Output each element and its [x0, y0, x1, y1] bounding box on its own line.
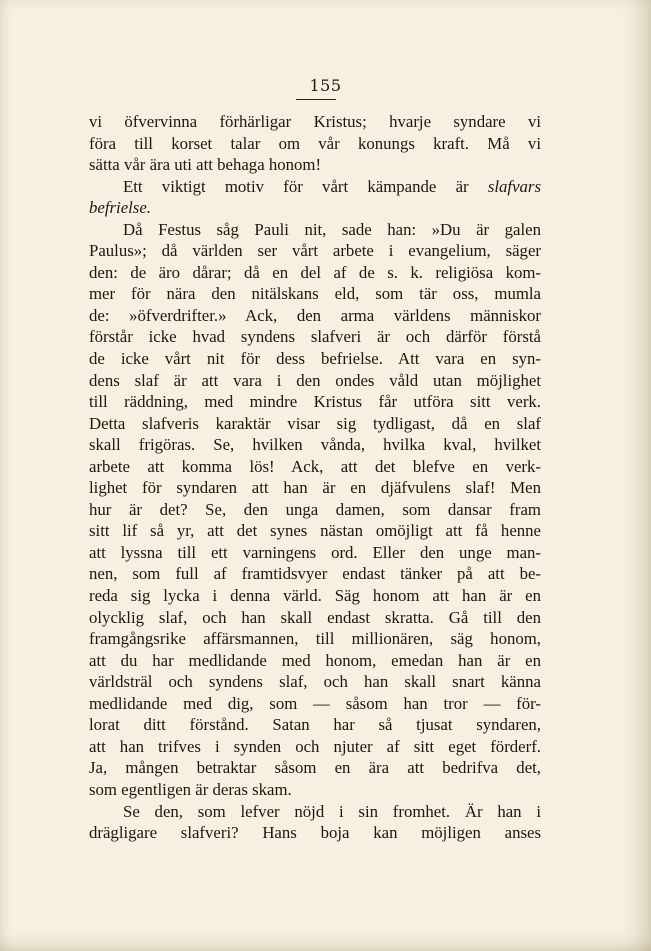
text-line-content: Se den, som lefver nöjd i sin fromhet. Är han i	[123, 801, 541, 821]
text-line-content: sätta vår ära uti att behaga honom!	[89, 155, 322, 175]
text-line-content: att lyssna till ett varningens ord. Eller den unge man-	[89, 542, 541, 562]
text-line-content: framgångsrike affärsmannen, till millionären, säg honom,	[89, 629, 541, 649]
text-line-content: de: »öfverdrifter.» Ack, den arma världens människor	[89, 305, 541, 325]
text-line-content: Ett viktigt motiv för vårt kämpande är	[123, 176, 488, 196]
text-line-content: hur är det? Se, den unga damen, som dansar fram	[89, 499, 541, 519]
text-line-content: Detta slafveris karaktär visar sig tydligast, då en slaf	[89, 413, 541, 433]
text-line-content: Paulus»; då världen ser vårt arbete i evangelium, säger	[89, 241, 541, 261]
text-line	[89, 176, 541, 198]
text-line-content: lighet för syndaren att han är en djäfvulens slaf! Men	[89, 478, 541, 498]
text-line	[89, 736, 541, 758]
text-line-content: olycklig slaf, och han skall endast skratta. Gå till den	[89, 607, 541, 627]
text-line	[89, 714, 541, 736]
text-line-content: sitt lif så yr, att det synes nästan omöjligt att få henne	[89, 521, 541, 541]
text-line-content: medlidande med dig, som — såsom han tror — för-	[89, 693, 541, 713]
text-line	[89, 542, 541, 564]
text-line-content: att du har medlidande med honom, emedan han är en	[89, 650, 541, 670]
text-line-content: skall frigöras. Se, hvilken vånda, hvilka kval, hvilket	[89, 435, 541, 455]
text-line-content: den: de äro dårar; då en del af de s. k. religiösa kom-	[89, 262, 541, 282]
text-line-content: de icke vårt nit för dess befrielse. Att vara en syn-	[89, 349, 541, 369]
page-number-rule	[296, 99, 336, 100]
text-line	[89, 607, 541, 629]
text-line-content: arbete att komma lös! Ack, att det blefve en verk-	[89, 456, 541, 476]
text-line	[89, 283, 541, 305]
text-line-content: att han trifves i synden och njuter af sitt eget förderf.	[89, 736, 541, 756]
page-number: 155	[309, 76, 342, 95]
text-line	[89, 650, 541, 672]
text-line	[89, 133, 541, 155]
text-line-content: nen, som full af framtidsvyer endast tänker på att be-	[89, 564, 541, 584]
body-text	[89, 111, 541, 844]
text-line	[89, 413, 541, 435]
text-line	[89, 628, 541, 650]
text-line	[89, 671, 541, 693]
text-line	[89, 563, 541, 585]
text-line	[89, 801, 541, 823]
text-line	[89, 693, 541, 715]
text-line-content: dens slaf är att vara i den ondes våld utan möjlighet	[89, 370, 541, 390]
text-line-content: Då Festus såg Pauli nit, sade han: »Du är galen	[123, 219, 541, 239]
text-line	[89, 262, 541, 284]
text-line	[89, 348, 541, 370]
text-line	[89, 391, 541, 413]
emphasized-text: slafvars	[487, 176, 541, 196]
text-line-content: reda sig lycka i denna värld. Säg honom att han är en	[89, 586, 541, 606]
text-line	[89, 520, 541, 542]
text-line-content: lorat ditt förstånd. Satan har så tjusat syndaren,	[89, 715, 541, 735]
text-line	[89, 197, 541, 219]
text-line	[89, 154, 541, 176]
text-line	[89, 757, 541, 779]
text-line-content: mer för nära den nitälskans eld, som tär oss, mumla	[89, 284, 541, 304]
text-line	[89, 499, 541, 521]
text-line	[89, 219, 541, 241]
text-line-content: förstår icke hvad syndens slafveri är och därför förstå	[89, 327, 541, 347]
text-line	[89, 370, 541, 392]
text-line	[89, 779, 541, 801]
text-line	[89, 477, 541, 499]
emphasized-text: befrielse.	[89, 198, 151, 218]
text-line	[89, 326, 541, 348]
text-line	[89, 456, 541, 478]
text-line	[89, 111, 541, 133]
text-line-content: vi öfvervinna förhärligar Kristus; hvarje syndare vi	[89, 112, 541, 131]
text-line-content: som egentligen är deras skam.	[89, 779, 292, 799]
text-line	[89, 585, 541, 607]
text-line	[89, 434, 541, 456]
text-line-content: till räddning, med mindre Kristus får utföra sitt verk.	[89, 392, 541, 412]
text-line-content: världsträl och syndens slaf, och han skall snart känna	[89, 672, 541, 692]
text-line	[89, 822, 541, 844]
text-line	[89, 240, 541, 262]
text-line	[89, 305, 541, 327]
text-line-content: föra till korset talar om vår konungs kraft. Må vi	[89, 133, 541, 153]
text-line-content: Ja, mången betraktar såsom en ära att bedrifva det,	[89, 758, 541, 778]
text-line-content: drägligare slafveri? Hans boja kan möjligen anses	[89, 823, 541, 843]
